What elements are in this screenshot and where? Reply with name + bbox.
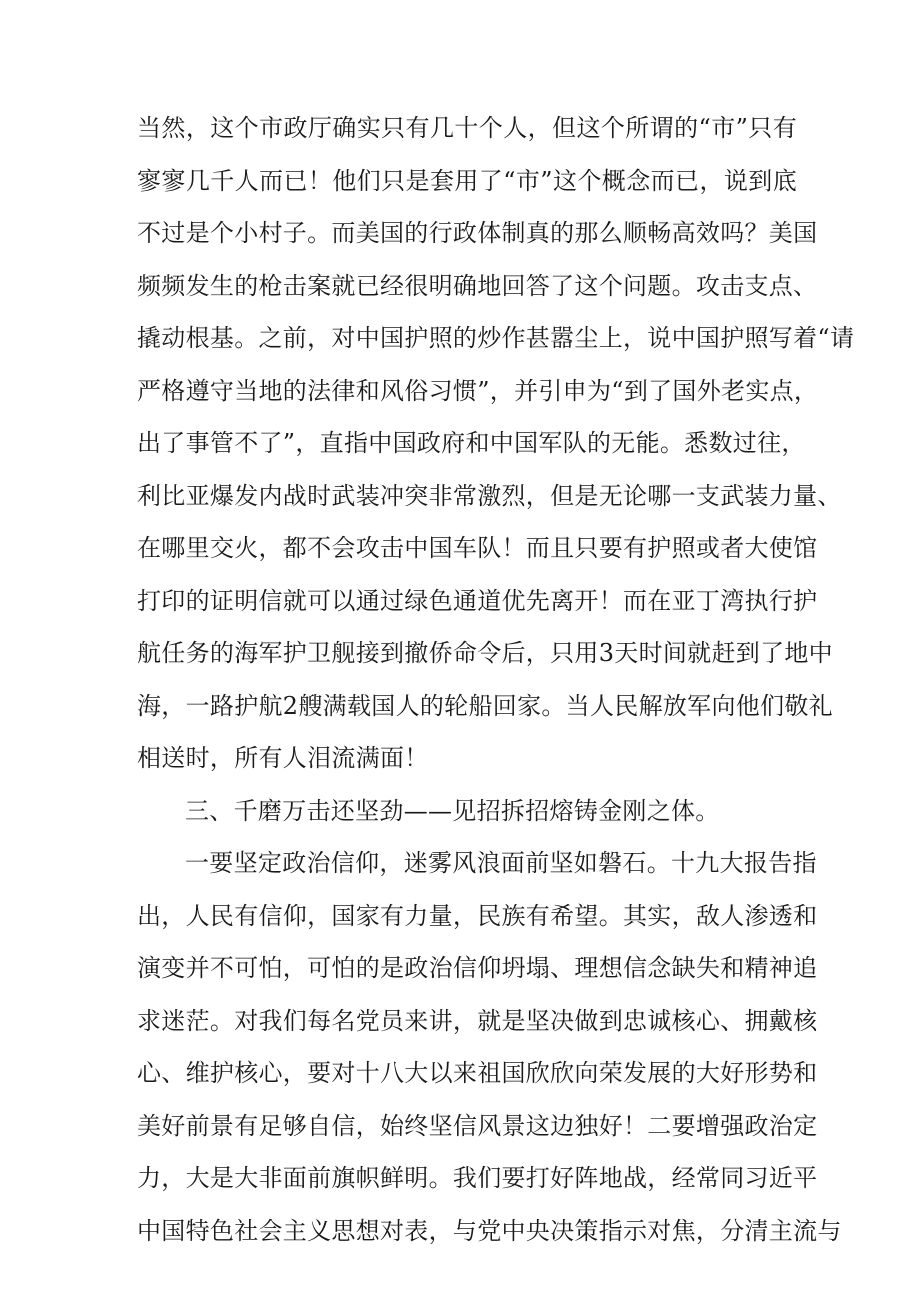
text-line: 美好前景有足够自信，始终坚信风景这边独好！二要增强政治定	[137, 1112, 818, 1140]
text-line: 出了事管不了”，直指中国政府和中国军队的无能。悉数过往，	[137, 429, 806, 457]
text-line: 航任务的海军护卫舰接到撤侨命令后，只用3天时间就赶到了地中	[137, 639, 833, 667]
text-line: 求迷茫。对我们每名党员来讲，就是坚决做到忠诚核心、拥戴核	[137, 1007, 818, 1035]
text-line: 出，人民有信仰，国家有力量，民族有希望。其实，敌人渗透和	[137, 902, 818, 930]
text-line: 在哪里交火，都不会攻击中国车队！而且只要有护照或者大使馆	[137, 534, 818, 562]
text-line: 一要坚定政治信仰，迷雾风浪面前坚如磐石。十九大报告指	[185, 849, 817, 877]
text-line: 寥寥几千人而已！他们只是套用了“市”这个概念而已，说到底	[137, 167, 797, 195]
text-line: 相送时，所有人泪流满面！	[137, 744, 429, 772]
text-line: 当然，这个市政厅确实只有几十个人，但这个所谓的“市”只有	[137, 114, 797, 142]
text-line: 撬动根基。之前，对中国护照的炒作甚嚣尘上，说中国护照写着“请	[137, 324, 855, 352]
text-line: 不过是个小村子。而美国的行政体制真的那么顺畅高效吗？美国	[137, 219, 818, 247]
text-line: 力，大是大非面前旗帜鲜明。我们要打好阵地战，经常同习近平	[137, 1164, 818, 1192]
section-heading: 三、千磨万击还坚劲——见招拆招熔铸金刚之体。	[185, 797, 720, 825]
text-line: 利比亚爆发内战时武装冲突非常激烈，但是无论哪一支武装力量、	[137, 482, 842, 510]
text-line: 严格遵守当地的法律和风俗习惯”，并引申为“到了国外老实点，	[137, 377, 819, 405]
text-line: 心、维护核心，要对十八大以来祖国欣欣向荣发展的大好形势和	[137, 1059, 818, 1087]
text-line: 演变并不可怕，可怕的是政治信仰坍塌、理想信念缺失和精神追	[137, 954, 818, 982]
text-line: 频频发生的枪击案就已经很明确地回答了这个问题。攻击支点、	[137, 272, 818, 300]
text-line: 打印的证明信就可以通过绿色通道优先离开！而在亚丁湾执行护	[137, 587, 818, 615]
text-line: 中国特色社会主义思想对表，与党中央决策指示对焦，分清主流与	[137, 1217, 842, 1245]
text-line: 海，一路护航2艘满载国人的轮船回家。当人民解放军向他们敬礼	[137, 692, 833, 720]
